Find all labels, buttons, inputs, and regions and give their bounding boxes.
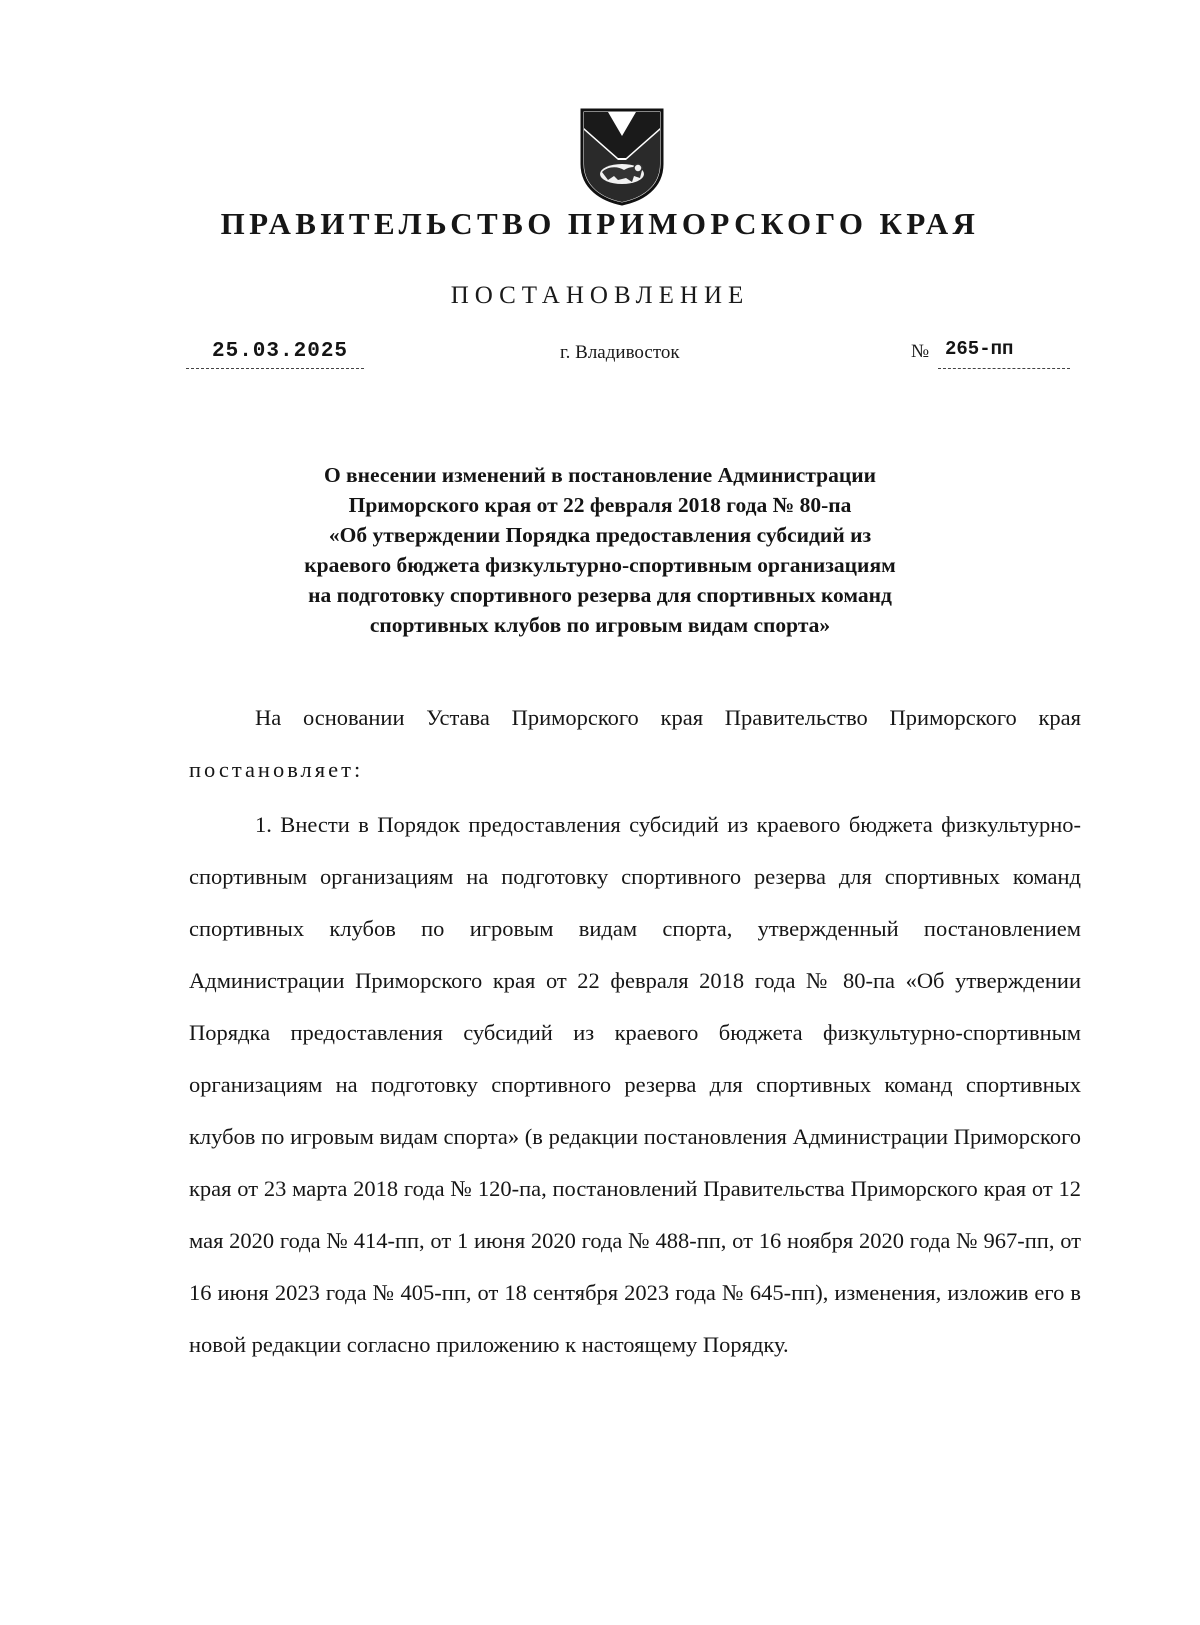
government-title: ПРАВИТЕЛЬСТВО ПРИМОРСКОГО КРАЯ [220, 206, 980, 241]
heading-line: «Об утверждении Порядка предоставления субсидий из [328, 523, 872, 547]
document-city: г. Владивосток [560, 342, 680, 363]
number-sign: № [911, 341, 930, 362]
number-underline [938, 368, 1070, 369]
item-1-paragraph: 1. Внести в Порядок предоставления субсидий из краевого бюджета физкультурно-спортивным организациям на подготовку спортивного резерва для спортивных команд спортивных клубов по игровым видам спорта, утвержденный постановлением Администрации Приморского края от 22 февраля 2018 года № 80-па «Об утверждении Порядка предоставления субсидий из краевого бюджета физкультурно-спортивным организациям на подготовку спортивного резерва для спортивных команд спортивных клубов по игровым видам спорта» (в редакции постановления Администрации Приморского края от 23 марта 2018 года № 120-па, постановлений Правительства Приморского края от 12 мая 2020 года № 414-пп, от 1 июня 2020 года № 488-пп, от 16 ноября 2020 года № 967-пп, от 16 июня 2023 года № 405-пп, от 18 сентября 2023 года № 645-пп), изменения, изложив его в новой редакции согласно приложению к настоящему Порядку. [189, 812, 1081, 1357]
document-meta-row [0, 338, 1200, 378]
preamble-verb: постановляет: [189, 757, 364, 782]
document-body [189, 692, 1081, 1371]
preamble-paragraph [189, 692, 1081, 796]
document-number: 265-пп [945, 338, 1014, 360]
heading-line: спортивных клубов по игровым видам спорта» [369, 613, 831, 637]
date-underline [186, 368, 364, 369]
document-type: ПОСТАНОВЛЕНИЕ [450, 282, 750, 309]
heading-line: на подготовку спортивного резерва для спортивных команд [308, 583, 892, 607]
heading-line: О внесении изменений в постановление Администрации [323, 463, 877, 487]
heading-line: Приморского края от 22 февраля 2018 года № 80-па [348, 493, 852, 517]
document-date: 25.03.2025 [212, 340, 349, 363]
coat-of-arms-icon [578, 106, 666, 206]
document-heading [0, 460, 1200, 640]
preamble-text: На основании Устава Приморского края Правительство Приморского края [255, 705, 1081, 730]
heading-line: краевого бюджета физкультурно-спортивным организациям [304, 553, 896, 577]
